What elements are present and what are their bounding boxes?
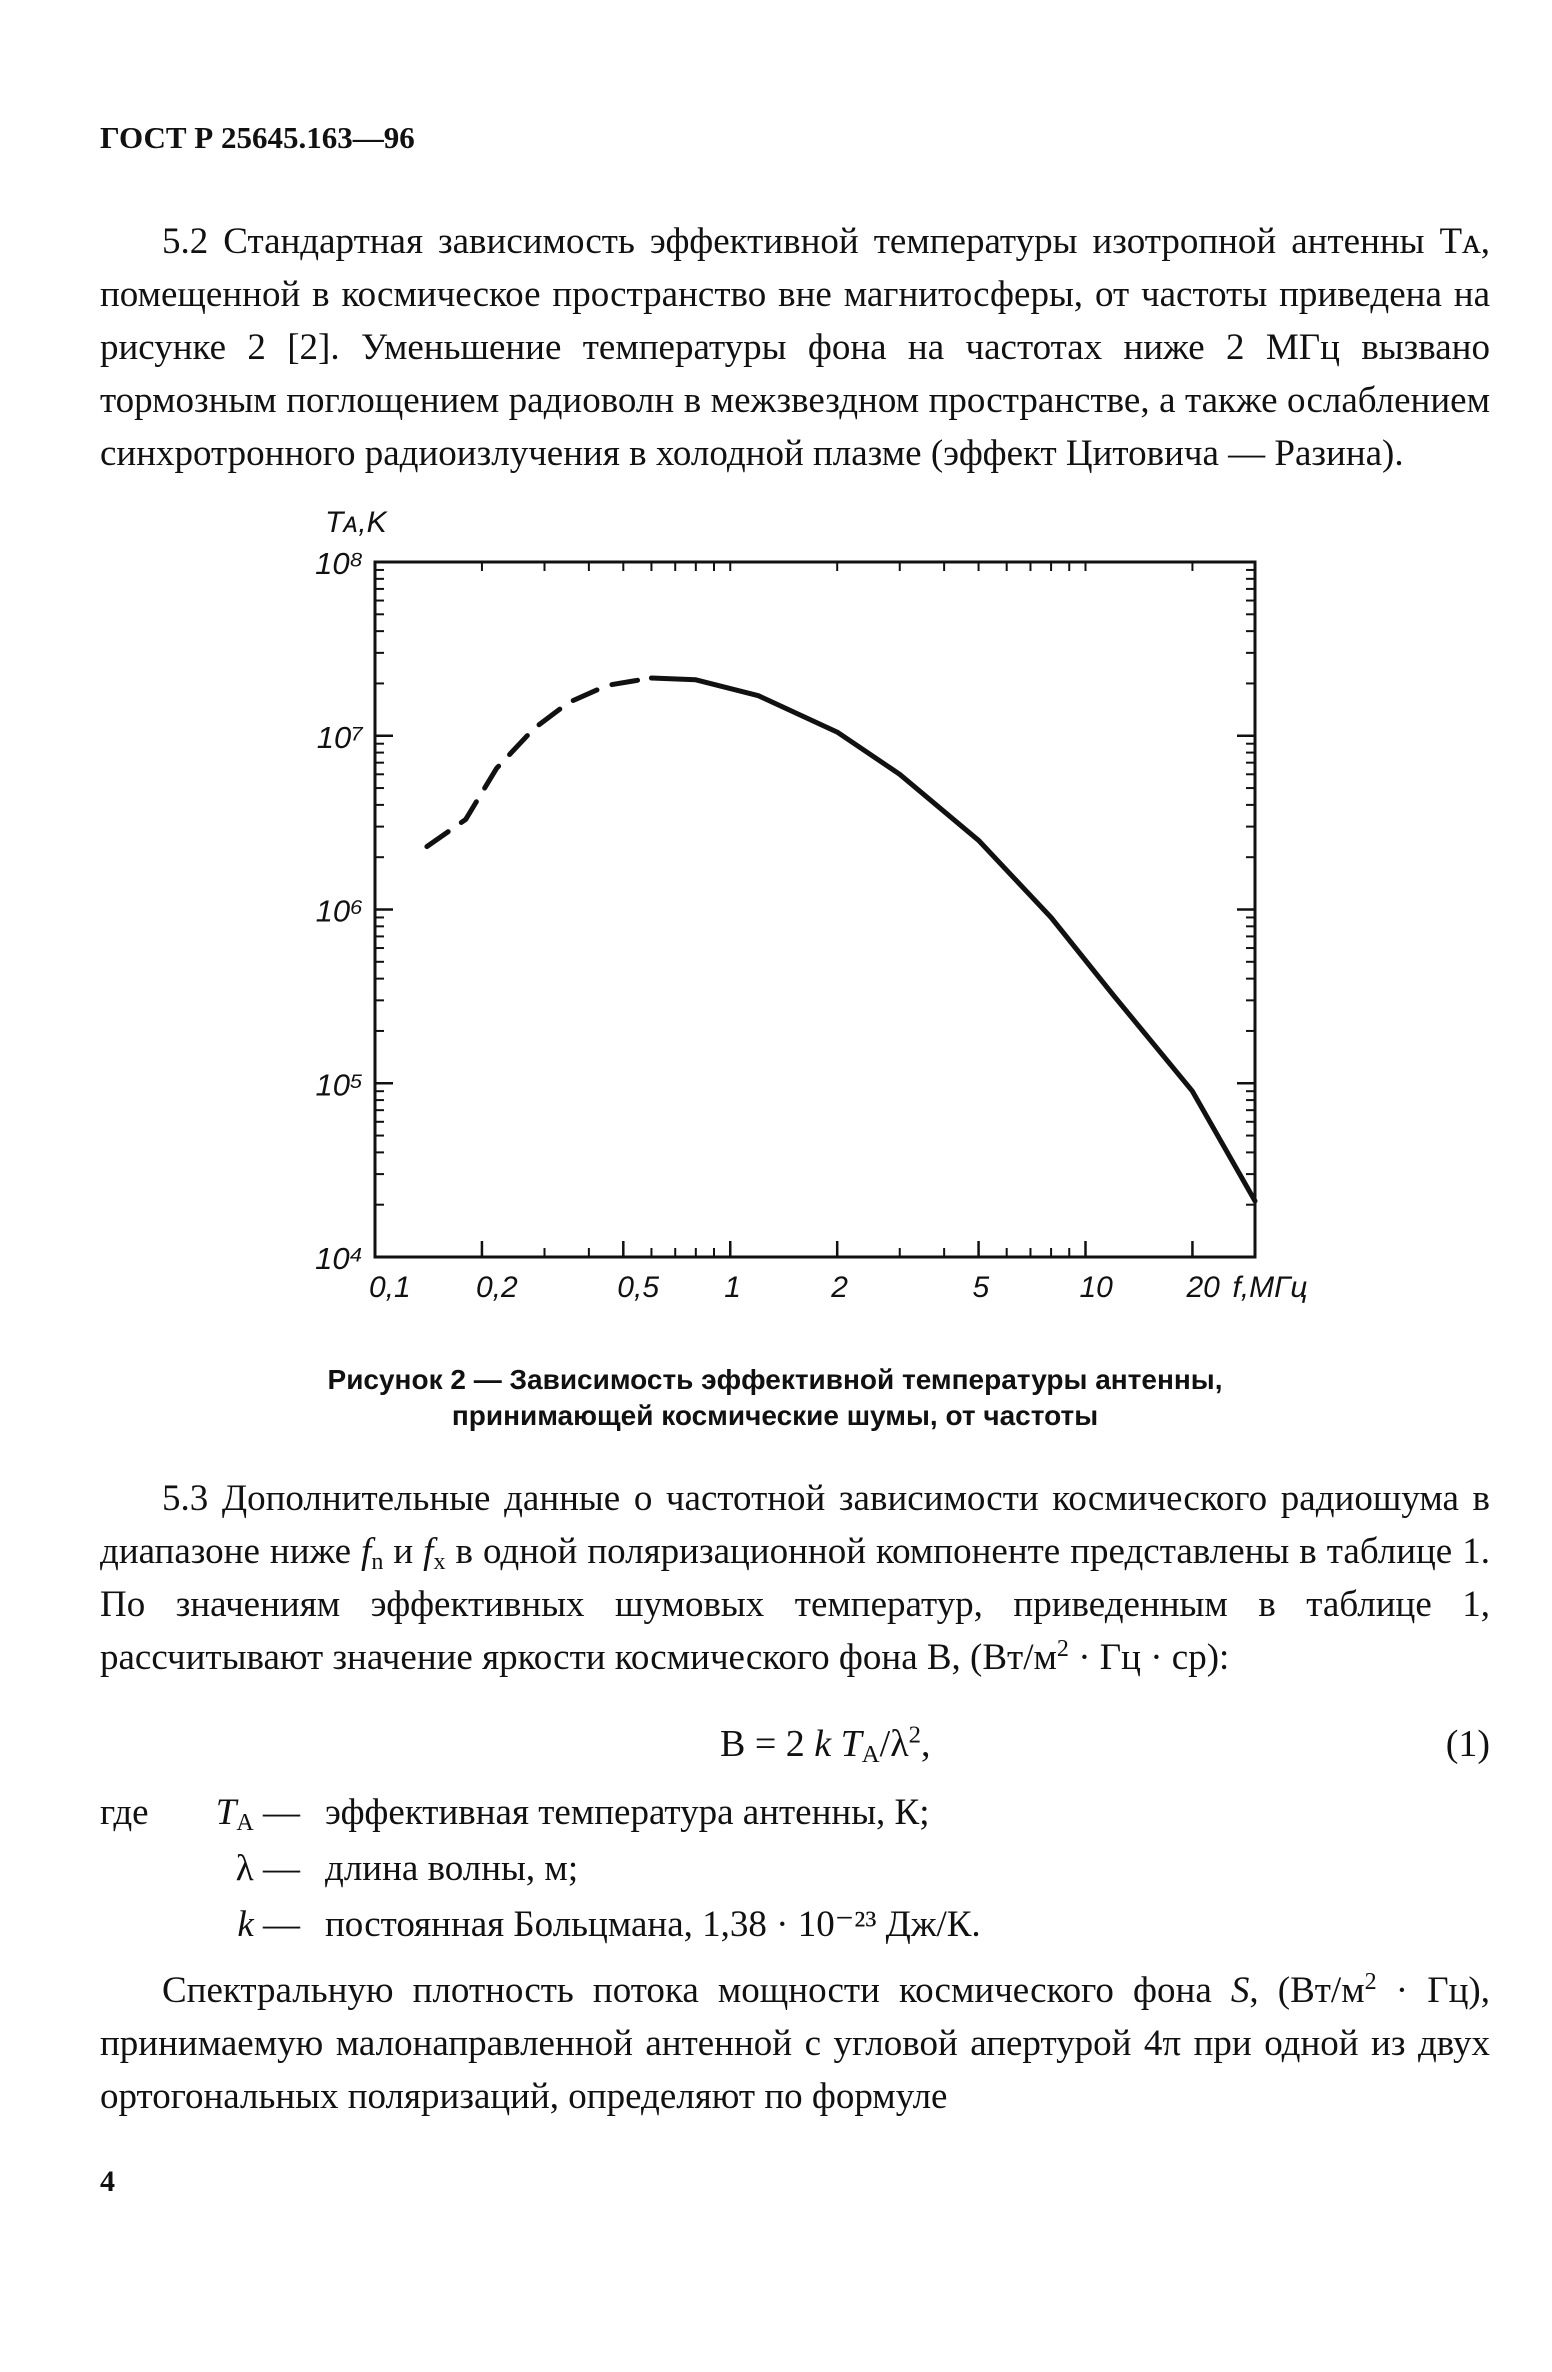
formula-lhs: B = 2 — [720, 1723, 815, 1765]
symbol-lambda: λ — [235, 1848, 254, 1889]
spectral-s-symbol: S — [1230, 1970, 1250, 2011]
definition-dash: — — [253, 1904, 300, 1945]
section-5-2-text: 5.2 Стандартная зависимость эффективной температуры изотропной антенны Tᴀ, помещенной в космическое пространство вне магнитосферы, от частоты приведена на рисунке 2 [2]. Уменьшение температуры фона на частотах ниже 2 МГц вызвано тормозным поглощением радиоволн в межзвездном пространстве, а также ослаблением синхротронного радиоизлучения в холодной плазме (эффект Цитовича — Разина). — [100, 221, 1490, 474]
solid-series-line — [651, 678, 1255, 1201]
y-tick-label: 10⁴ — [315, 1241, 363, 1276]
formula-t: T — [831, 1723, 862, 1765]
f-symbol-2: f — [423, 1531, 434, 1572]
formula-comma: , — [920, 1723, 931, 1765]
symbol-t-sub: A — [236, 1810, 254, 1836]
formula-sup: 2 — [908, 1721, 921, 1749]
section-5-2-paragraph — [100, 215, 1490, 480]
spectral-text-part3: · Гц), принимаемую малонаправленной антенной с угловой апертурой 4π при одной из двух ортогональных поляризаций, определяют по формуле — [100, 1970, 1490, 2117]
page-number: 4 — [100, 2165, 115, 2198]
x-tick-label: 10 — [1079, 1271, 1113, 1304]
symbol-k: k — [237, 1904, 254, 1945]
definition-text: длина волны, м; — [325, 1848, 579, 1889]
x-axis-label: f,МГц — [1232, 1271, 1308, 1304]
definition-text: постоянная Больцмана, 1,38 · 10⁻²³ Дж/К. — [325, 1904, 981, 1945]
definitions-lead: где — [100, 1792, 149, 1833]
section-5-3-text-part2: в одной поляризационной компоненте представлены в таблице 1. По значениям эффективных шумовых температур, приведенным в таблице 1, рассчитывают значение яркости космического фона В, (Вт/м — [100, 1531, 1490, 1678]
figure-caption-line-1: Рисунок 2 — Зависимость эффективной температуры антенны, — [327, 1364, 1223, 1395]
section-5-3-paragraph — [100, 1472, 1490, 1684]
unit-superscript: 2 — [1056, 1635, 1069, 1662]
formula-k: k — [814, 1723, 832, 1765]
definition-dash: — — [253, 1792, 300, 1833]
y-tick-label: 10⁵ — [315, 1067, 363, 1103]
f-symbol: f — [361, 1531, 372, 1572]
definition-symbol — [100, 1841, 300, 1897]
formula-1-row — [100, 1722, 1490, 1774]
y-tick-label: 10⁶ — [315, 893, 363, 929]
figure-caption-line-2: принимающей космические шумы, от частоты — [451, 1400, 1099, 1431]
definition-dash: — — [253, 1848, 300, 1889]
f-subscript-n: n — [371, 1549, 384, 1575]
f-subscript-x: x — [433, 1549, 446, 1575]
x-tick-label: 1 — [724, 1271, 741, 1304]
symbol-t: T — [215, 1792, 237, 1833]
spectral-text-part1: Спектральную плотность потока мощности космического фона — [162, 1970, 1231, 2011]
page-header-standard-code: ГОСТ Р 25645.163—96 — [100, 120, 415, 155]
spectral-sup: 2 — [1364, 1968, 1377, 1995]
x-tick-label: 0,2 — [475, 1271, 518, 1304]
formula-lambda: /λ — [879, 1723, 909, 1765]
x-tick-label: 20 — [1186, 1271, 1220, 1304]
y-tick-label: 10⁸ — [315, 546, 363, 581]
x-tick-label: 0,5 — [617, 1271, 660, 1304]
definition-symbol — [100, 1785, 300, 1841]
formula-number: (1) — [1445, 1723, 1490, 1765]
section-5-3-text-end: · Гц · ср): — [1068, 1637, 1230, 1678]
y-tick-label: 10⁷ — [316, 719, 363, 755]
spectral-density-text — [100, 1964, 1490, 2123]
x-tick-label: 2 — [831, 1271, 848, 1304]
and-word: и — [383, 1531, 424, 1572]
temperature-frequency-chart — [280, 505, 1340, 1325]
y-axis-label: Tᴀ,K — [325, 506, 387, 539]
section-5-3-text-part1: 5.3 Дополнительные данные о частотной зависимости космического радиошума в диапазоне ниже — [100, 1478, 1490, 1572]
x-tick-label: 5 — [972, 1271, 990, 1304]
spectral-text-part2: , (Вт/м — [1249, 1970, 1365, 2011]
dashed-series-line — [427, 678, 652, 847]
x-tick-label: 0,1 — [369, 1271, 411, 1304]
definition-symbol — [100, 1897, 300, 1953]
figure-2 — [280, 505, 1340, 1325]
spectral-density-paragraph — [100, 1964, 1490, 2123]
formula-sub-a: A — [861, 1741, 880, 1769]
formula-1 — [720, 1721, 931, 1769]
definition-text: эффективная температура антенны, К; — [325, 1792, 930, 1833]
section-5-3-text — [100, 1472, 1490, 1684]
figure-caption — [200, 1362, 1350, 1434]
plot-frame — [375, 562, 1255, 1257]
